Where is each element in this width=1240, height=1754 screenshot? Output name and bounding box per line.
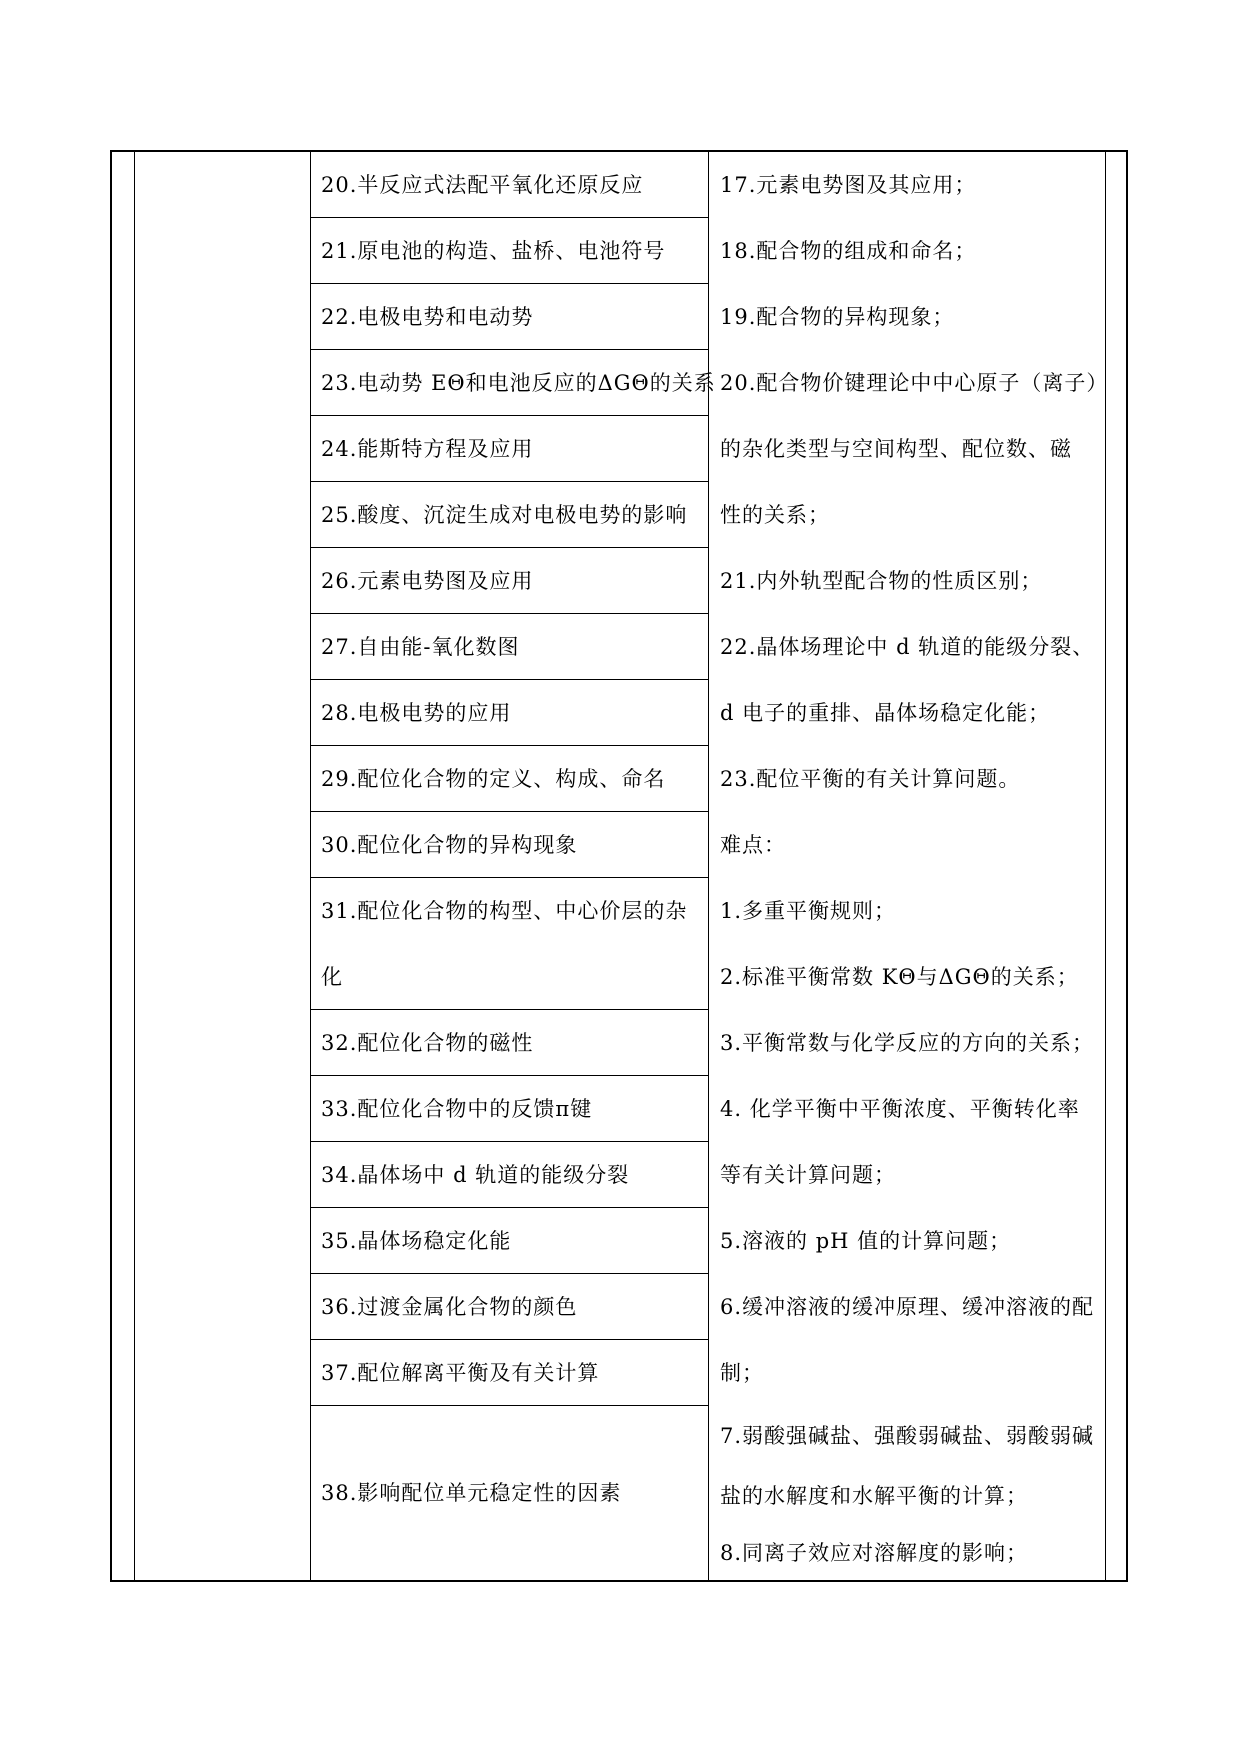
topic-text: 38.影响配位单元稳定性的因素 — [321, 1481, 622, 1505]
point-line: 性的关系； — [720, 503, 830, 527]
topic-text: 28.电极电势的应用 — [321, 701, 512, 725]
topic-row — [310, 218, 708, 284]
topic-row — [310, 1142, 708, 1208]
topic-row — [310, 416, 708, 482]
topic-row — [310, 548, 708, 614]
point-line: 6.缓冲溶液的缓冲原理、缓冲溶液的配 — [720, 1295, 1095, 1319]
point-line: 1.多重平衡规则； — [720, 899, 897, 923]
point-line: 18.配合物的组成和命名； — [720, 239, 977, 263]
column-divider — [134, 152, 135, 1580]
topic-text: 20.半反应式法配平氧化还原反应 — [321, 173, 644, 197]
point-line: 4. 化学平衡中平衡浓度、平衡转化率 — [720, 1097, 1080, 1121]
topic-text: 34.晶体场中 d 轨道的能级分裂 — [321, 1163, 630, 1187]
topic-row — [310, 680, 708, 746]
topic-text: 25.酸度、沉淀生成对电极电势的影响 — [321, 503, 688, 527]
point-line: 制； — [720, 1361, 764, 1385]
topic-text: 36.过渡金属化合物的颜色 — [321, 1295, 578, 1319]
point-line: 22.晶体场理论中 d 轨道的能级分裂、 — [720, 635, 1095, 659]
point-line: 19.配合物的异构现象； — [720, 305, 955, 329]
topic-row — [310, 482, 708, 548]
point-line: 17.元素电势图及其应用； — [720, 173, 977, 197]
point-line: 2.标准平衡常数 KΘ与ΔGΘ的关系； — [720, 965, 1079, 989]
topic-row — [310, 152, 708, 218]
topic-text: 化 — [321, 965, 343, 989]
topic-text: 31.配位化合物的构型、中心价层的杂 — [321, 899, 688, 923]
topic-row — [310, 1208, 708, 1274]
topic-text: 23.电动势 EΘ和电池反应的ΔGΘ的关系 — [321, 371, 716, 395]
topic-text: 24.能斯特方程及应用 — [321, 437, 534, 461]
topic-text: 22.电极电势和电动势 — [321, 305, 534, 329]
point-line: 等有关计算问题； — [720, 1163, 896, 1187]
topic-text: 30.配位化合物的异构现象 — [321, 833, 578, 857]
point-line: 盐的水解度和水解平衡的计算； — [720, 1484, 1028, 1508]
topic-text: 26.元素电势图及应用 — [321, 569, 534, 593]
syllabus-table — [110, 150, 1128, 1582]
point-line: 难点： — [720, 833, 786, 857]
point-line: d 电子的重排、晶体场稳定化能； — [720, 701, 1051, 725]
topic-text: 21.原电池的构造、盐桥、电池符号 — [321, 239, 666, 263]
topic-row — [310, 350, 716, 416]
column-divider — [1105, 152, 1106, 1580]
topic-row — [310, 878, 708, 1010]
point-line: 7.弱酸强碱盐、强酸弱碱盐、弱酸弱碱 — [720, 1424, 1095, 1448]
point-line: 3.平衡常数与化学反应的方向的关系； — [720, 1031, 1095, 1055]
topic-row — [310, 1274, 708, 1340]
topic-text: 27.自由能-氧化数图 — [321, 635, 520, 659]
topic-row — [310, 1340, 708, 1406]
key-points-column — [708, 152, 1109, 1580]
topic-list — [310, 152, 716, 1580]
point-line: 21.内外轨型配合物的性质区别； — [720, 569, 1043, 593]
point-line: 8.同离子效应对溶解度的影响； — [720, 1541, 1029, 1565]
topic-row — [310, 746, 708, 812]
topic-row — [310, 1010, 708, 1076]
topic-text: 29.配位化合物的定义、构成、命名 — [321, 767, 666, 791]
topic-text: 33.配位化合物中的反馈π键 — [321, 1097, 593, 1121]
topic-row — [310, 1406, 708, 1580]
point-line: 20.配合物价键理论中中心原子（离子） — [720, 371, 1109, 395]
point-line: 23.配位平衡的有关计算问题。 — [720, 767, 1021, 791]
topic-text: 32.配位化合物的磁性 — [321, 1031, 534, 1055]
point-line: 5.溶液的 pH 值的计算问题； — [720, 1229, 1012, 1253]
topic-row — [310, 284, 708, 350]
topic-row — [310, 614, 708, 680]
point-line: 的杂化类型与空间构型、配位数、磁 — [720, 437, 1072, 461]
topic-text: 35.晶体场稳定化能 — [321, 1229, 512, 1253]
topic-row — [310, 1076, 708, 1142]
topic-text: 37.配位解离平衡及有关计算 — [321, 1361, 600, 1385]
topic-row — [310, 812, 708, 878]
